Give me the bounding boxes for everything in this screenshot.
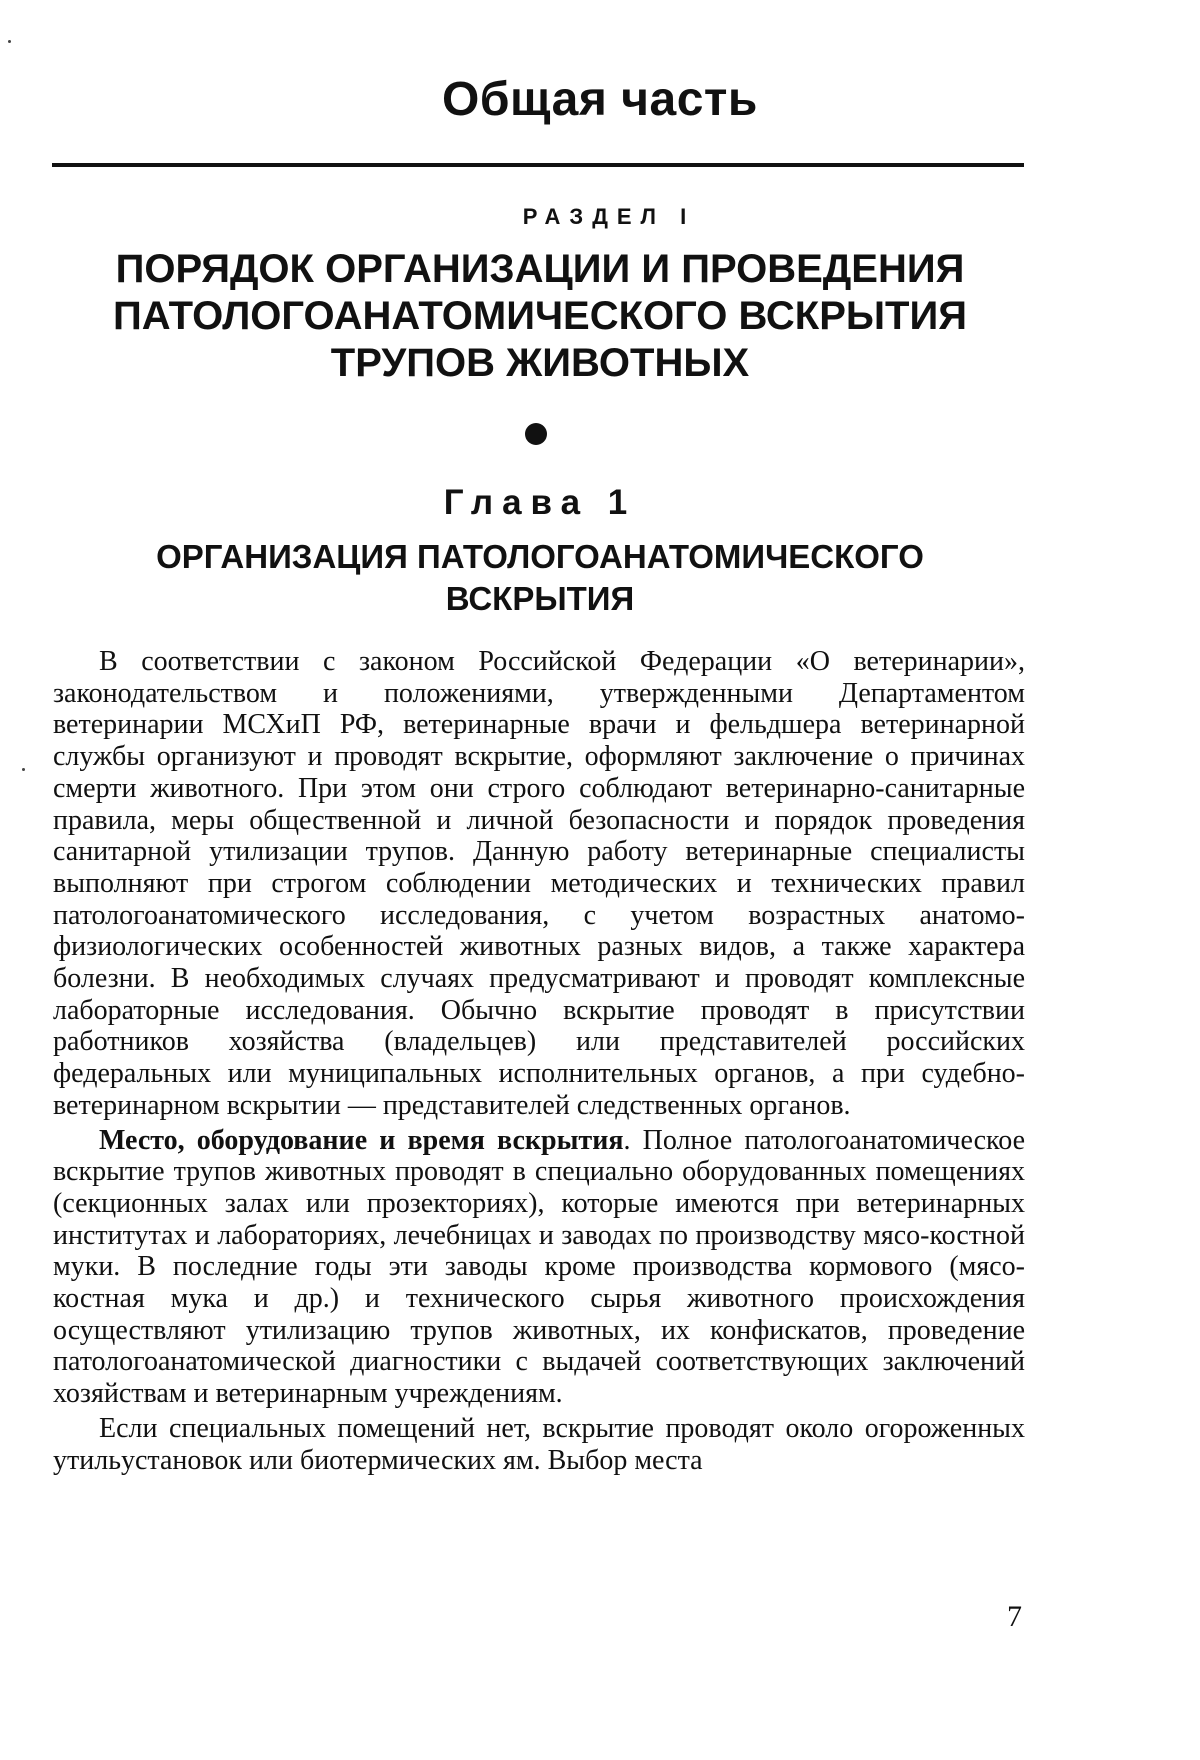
paragraph-run-in-heading: Место, оборудование и время вскрытия xyxy=(99,1124,624,1156)
chapter-label: Глава 1 xyxy=(443,483,637,522)
paragraph-intro: В соответствии с законом Российской Федерации «О ветеринарии», законодательством и положениями, утвержденными Департаментом ветеринарии МСХиП РФ, ветеринарные врачи и фельдшера ветеринарной службы организуют и проводят вскрытие, оформляют заключение о причинах смерти животного. При этом они строго соблюдают ветеринарно-санитарные правила, меры общественной и личной безопасности и порядок проведения санитарной утилизации трупов. Данную работу ветеринарные специалисты выполняют при строгом соблюдении методических и технических правил патологоанатомического исследования, с учетом возрастных анатомо-физиологических особенностей животных разных видов, а также характера болезни. В необходимых случаях предусматривают и проводят комплексные лабораторные исследования. Обычно вскрытие проводят в присутствии работников хозяйства (владельцев) или представителей российских федеральных или муниципальных исполнительных органов, а при судебно-ветеринарном вскрытии — представителей следственных органов. xyxy=(53,646,1025,1121)
section-title-line: ПОРЯДОК ОРГАНИЗАЦИИ И ПРОВЕДЕНИЯ xyxy=(115,247,965,291)
section-label: РАЗДЕЛ I xyxy=(522,204,696,229)
section-title-line: ПАТОЛОГОАНАТОМИЧЕСКОГО ВСКРЫТИЯ xyxy=(113,294,967,338)
paragraph-place-equipment xyxy=(53,1125,1025,1410)
title-rule xyxy=(52,163,1024,167)
chapter-title xyxy=(40,536,1040,620)
paragraph-no-rooms: Если специальных помещений нет, вскрытие проводят около огороженных утильустановок или биотермических ям. Выбор места xyxy=(53,1412,1025,1476)
section-title xyxy=(40,246,1040,387)
chapter-title-line: ВСКРЫТИЯ xyxy=(445,580,635,617)
scan-speck xyxy=(8,40,11,43)
body-text xyxy=(53,646,1025,1479)
scan-speck xyxy=(22,768,25,771)
section-bullet-ornament xyxy=(525,423,547,445)
part-title: Общая часть xyxy=(442,73,758,126)
paragraph-place-equipment-text: . Полное патологоанатомическое вскрытие трупов животных проводят в специально оборудованных помещениях (секционных залах или прозекториях), которые имеются при ветеринарных институтах и лабораториях, лечебницах и заводах по производству мясо-костной муки. В последние годы эти заводы кроме производства кормового (мясо-костная мука и др.) и технического сырья животного происхождения осуществляют утилизацию трупов животных, их конфискатов, проведение патологоанатомической диагностики с выдачей соответствующих заключений хозяйствам и ветеринарным учреждениям. xyxy=(53,1124,1026,1410)
chapter-title-line: ОРГАНИЗАЦИЯ ПАТОЛОГОАНАТОМИЧЕСКОГО xyxy=(156,538,924,575)
section-title-line: ТРУПОВ ЖИВОТНЫХ xyxy=(330,341,750,385)
page-number: 7 xyxy=(1007,1600,1022,1633)
